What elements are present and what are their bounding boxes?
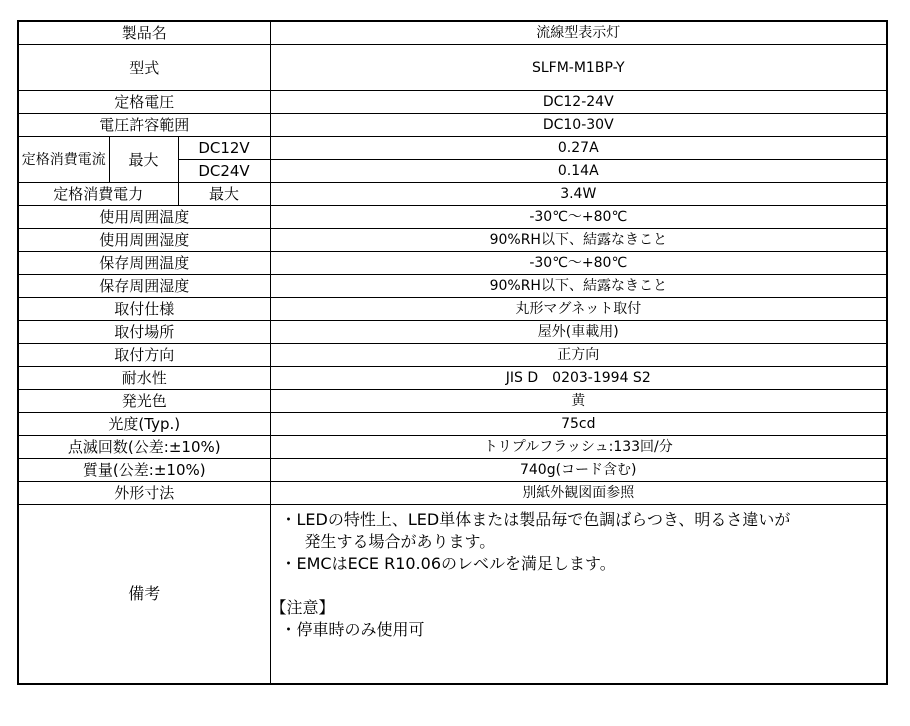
storage-temp-label: 保存周囲温度 bbox=[18, 252, 270, 275]
flash-count-value: トリプルフラッシュ:133回/分 bbox=[270, 436, 887, 459]
remarks-label: 備考 bbox=[18, 505, 270, 685]
flash-count-label: 点滅回数(公差:±10%) bbox=[18, 436, 270, 459]
table-row bbox=[18, 459, 887, 482]
table-row bbox=[18, 436, 887, 459]
dimensions-value: 別紙外観図面参照 bbox=[270, 482, 887, 505]
table-row bbox=[18, 252, 887, 275]
table-row bbox=[18, 344, 887, 367]
rated-power-value: 3.4W bbox=[270, 183, 887, 206]
mounting-location-value: 屋外(車載用) bbox=[270, 321, 887, 344]
table-row bbox=[18, 367, 887, 390]
mounting-spec-label: 取付仕様 bbox=[18, 298, 270, 321]
storage-humidity-label: 保存周囲湿度 bbox=[18, 275, 270, 298]
remarks-content bbox=[270, 505, 887, 685]
table-row bbox=[18, 21, 887, 45]
product-name-value: 流線型表示灯 bbox=[270, 21, 887, 45]
table-row bbox=[18, 390, 887, 413]
rated-voltage-value: DC12-24V bbox=[270, 91, 887, 114]
dc12v-label: DC12V bbox=[178, 137, 270, 160]
luminous-intensity-label: 光度(Typ.) bbox=[18, 413, 270, 436]
storage-temp-value: -30℃～+80℃ bbox=[270, 252, 887, 275]
model-value: SLFM-M1BP-Y bbox=[270, 45, 887, 91]
mounting-location-label: 取付場所 bbox=[18, 321, 270, 344]
table-row bbox=[18, 114, 887, 137]
operating-humidity-label: 使用周囲湿度 bbox=[18, 229, 270, 252]
mounting-spec-value: 丸形マグネット取付 bbox=[270, 298, 887, 321]
remarks-line-led-variation-cont: 発生する場合があります。 bbox=[304, 532, 496, 551]
rated-power-label: 定格消費電力 bbox=[18, 183, 178, 206]
remarks-line-led-variation: ・LEDの特性上、LED単体または製品毎で色調ばらつき、明るさ違いが bbox=[280, 510, 791, 529]
table-row bbox=[18, 275, 887, 298]
remarks-line-emc: ・EMCはECE R10.06のレベルを満足します。 bbox=[280, 554, 616, 573]
dc24v-current-value: 0.14A bbox=[270, 160, 887, 183]
table-row bbox=[18, 505, 887, 685]
table-row bbox=[18, 413, 887, 436]
remarks-line-stop-only: ・停車時のみ使用可 bbox=[280, 620, 425, 639]
dimensions-label: 外形寸法 bbox=[18, 482, 270, 505]
remarks-spacer bbox=[271, 575, 887, 597]
mass-label: 質量(公差:±10%) bbox=[18, 459, 270, 482]
luminous-intensity-value: 75cd bbox=[270, 413, 887, 436]
rated-current-max-label: 最大 bbox=[109, 137, 178, 183]
table-row bbox=[18, 137, 887, 160]
dc24v-label: DC24V bbox=[178, 160, 270, 183]
remarks-note-heading: 【注意】 bbox=[270, 598, 335, 617]
operating-temp-label: 使用周囲温度 bbox=[18, 206, 270, 229]
table-row bbox=[18, 183, 887, 206]
table-row bbox=[18, 321, 887, 344]
rated-current-label: 定格消費電流 bbox=[18, 137, 109, 183]
operating-temp-value: -30℃～+80℃ bbox=[270, 206, 887, 229]
table-row bbox=[18, 206, 887, 229]
light-color-value: 黄 bbox=[270, 390, 887, 413]
mounting-direction-label: 取付方向 bbox=[18, 344, 270, 367]
water-resistance-value: JIS D 0203-1994 S2 bbox=[270, 367, 887, 390]
voltage-range-label: 電圧許容範囲 bbox=[18, 114, 270, 137]
rated-voltage-label: 定格電圧 bbox=[18, 91, 270, 114]
table-row bbox=[18, 91, 887, 114]
rated-power-max-label: 最大 bbox=[178, 183, 270, 206]
table-row bbox=[18, 229, 887, 252]
light-color-label: 発光色 bbox=[18, 390, 270, 413]
dc12v-current-value: 0.27A bbox=[270, 137, 887, 160]
operating-humidity-value: 90%RH以下、結露なきこと bbox=[270, 229, 887, 252]
spec-table bbox=[17, 20, 888, 685]
mounting-direction-value: 正方向 bbox=[270, 344, 887, 367]
table-row bbox=[18, 298, 887, 321]
storage-humidity-value: 90%RH以下、結露なきこと bbox=[270, 275, 887, 298]
table-row bbox=[18, 45, 887, 91]
table-row bbox=[18, 482, 887, 505]
mass-value: 740g(コード含む) bbox=[270, 459, 887, 482]
water-resistance-label: 耐水性 bbox=[18, 367, 270, 390]
product-name-label: 製品名 bbox=[18, 21, 270, 45]
model-label: 型式 bbox=[18, 45, 270, 91]
voltage-range-value: DC10-30V bbox=[270, 114, 887, 137]
